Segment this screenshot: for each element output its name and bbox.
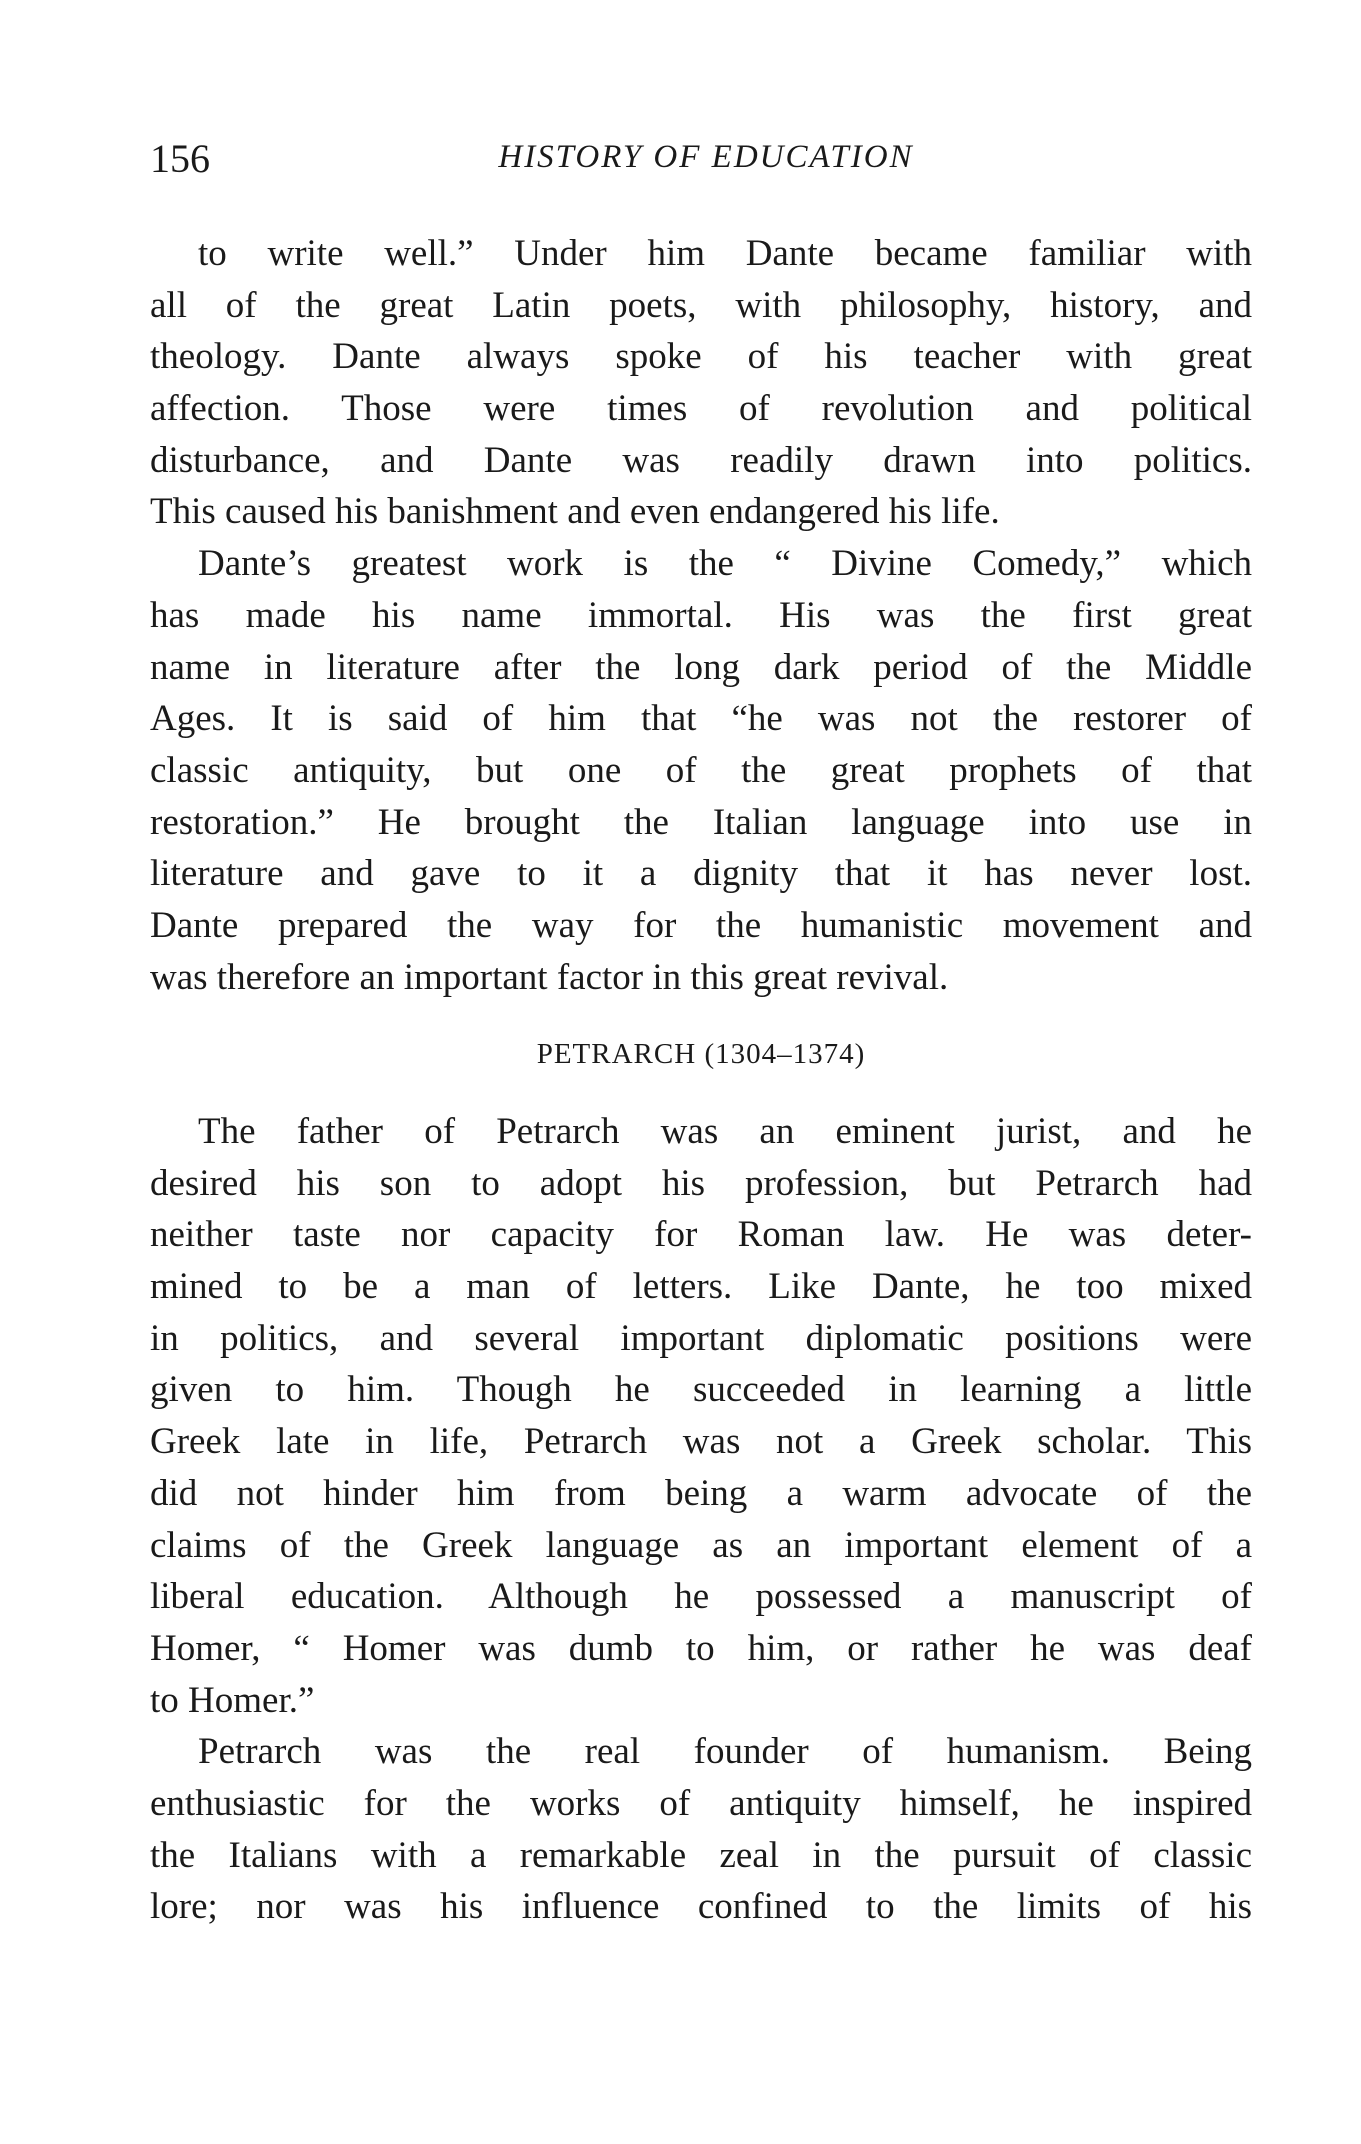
text-line: liberal education. Although he possessed a manuscript of — [150, 1576, 1252, 1618]
text-line: did not hinder him from being a warm advocate of the — [150, 1472, 1252, 1514]
text-line: has made his name immortal. His was the first great — [150, 594, 1252, 636]
text-line: Petrarch was the real founder of humanism. Being — [198, 1731, 1252, 1773]
text-line: This caused his banishment and even endangered his life. — [150, 491, 1000, 533]
text-line: Dante prepared the way for the humanistic movement and — [150, 904, 1252, 946]
text-line: restoration.” He brought the Italian language into use in — [150, 801, 1252, 843]
page-number: 156 — [150, 136, 210, 181]
text-line: in politics, and several important diplomatic positions were — [150, 1317, 1252, 1359]
text-line: Homer, “ Homer was dumb to him, or rather he was deaf — [150, 1627, 1252, 1669]
section-heading: PETRARCH (1304–1374) — [536, 1038, 866, 1070]
text-line: to write well.” Under him Dante became familiar with — [198, 233, 1252, 274]
text-line: lore; nor was his influence confined to the limits of his — [150, 1886, 1252, 1928]
running-title: HISTORY OF EDUCATION — [498, 139, 914, 175]
body-text-bottom — [150, 1106, 1252, 1933]
text-line: The father of Petrarch was an eminent jurist, and he — [198, 1111, 1252, 1152]
text-line: mined to be a man of letters. Like Dante, he too mixed — [150, 1266, 1252, 1308]
text-line: Greek late in life, Petrarch was not a Greek scholar. This — [150, 1421, 1252, 1463]
text-line: the Italians with a remarkable zeal in the pursuit of classic — [150, 1834, 1252, 1876]
page-header — [150, 135, 1252, 185]
text-line: all of the great Latin poets, with philosophy, history, and — [150, 284, 1252, 326]
body-text-top — [150, 228, 1252, 1003]
text-line: classic antiquity, but one of the great prophets of that — [150, 749, 1252, 791]
text-line: literature and gave to it a dignity that it has never lost. — [150, 853, 1252, 895]
text-line: enthusiastic for the works of antiquity himself, he inspired — [150, 1782, 1252, 1824]
text-line: theology. Dante always spoke of his teacher with great — [150, 336, 1252, 378]
text-line: disturbance, and Dante was readily drawn into politics. — [150, 439, 1252, 481]
text-line: desired his son to adopt his profession, but Petrarch had — [150, 1162, 1252, 1204]
text-line: affection. Those were times of revolution and political — [150, 388, 1252, 430]
text-line: name in literature after the long dark period of the Middle — [150, 646, 1252, 688]
text-line: was therefore an important factor in this great revival. — [150, 956, 949, 998]
text-line: to Homer.” — [150, 1679, 315, 1721]
text-line: claims of the Greek language as an important element of a — [150, 1524, 1252, 1566]
text-line: Dante’s greatest work is the “ Divine Comedy,” which — [198, 543, 1252, 585]
text-line: given to him. Though he succeeded in learning a little — [150, 1369, 1252, 1411]
text-line: Ages. It is said of him that “he was not the restorer of — [150, 698, 1252, 740]
text-line: neither taste nor capacity for Roman law. He was deter- — [150, 1214, 1252, 1256]
